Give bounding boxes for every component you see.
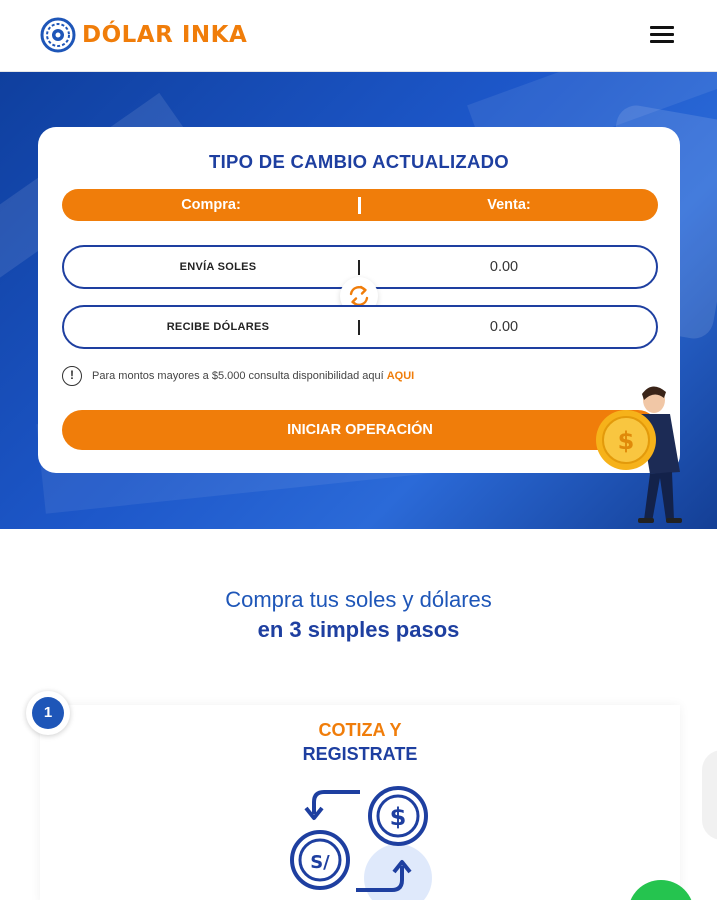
- exchange-rate-bar: [62, 189, 658, 221]
- step-number: 1: [32, 697, 64, 729]
- svg-text:$: $: [389, 803, 407, 831]
- start-operation-button[interactable]: INICIAR OPERACIÓN: [62, 410, 658, 450]
- field-separator: [358, 320, 360, 335]
- brand-logo[interactable]: [40, 17, 247, 53]
- svg-text:S/: S/: [310, 852, 330, 873]
- exchange-calculator-card: [38, 127, 680, 473]
- receive-amount-input[interactable]: [364, 311, 644, 343]
- brand-name: DÓLAR INKA: [82, 22, 248, 48]
- hamburger-menu-icon[interactable]: [648, 22, 676, 48]
- large-amount-note: [62, 364, 414, 388]
- steps-heading-line2: en 3 simples pasos: [257, 617, 460, 642]
- info-icon: !: [62, 366, 82, 386]
- note-link-aqui[interactable]: AQUI: [386, 370, 415, 382]
- logo-emblem-icon: [40, 17, 76, 53]
- send-amount-input[interactable]: [364, 251, 644, 283]
- buy-rate-label: Compra:: [181, 197, 241, 213]
- side-scroll-tab[interactable]: [702, 750, 717, 840]
- steps-heading-line1: Compra tus soles y dólares: [225, 587, 492, 612]
- currency-exchange-icon: [280, 780, 440, 900]
- note-text: Para montos mayores a $5.000 consulta disponibilidad aquí: [92, 370, 384, 382]
- step-title-line2: REGISTRATE: [302, 744, 418, 764]
- person-with-coin-illustration: [592, 382, 702, 529]
- receive-dollars-field: [62, 305, 658, 349]
- calculator-title: TIPO DE CAMBIO ACTUALIZADO: [208, 151, 509, 172]
- step-title-line1: COTIZA Y: [318, 720, 402, 740]
- hero-section: [0, 72, 717, 529]
- receive-dollars-label: RECIBE DÓLARES: [166, 321, 270, 333]
- svg-text:$: $: [617, 427, 635, 455]
- site-header: [0, 0, 717, 72]
- field-separator: [358, 260, 360, 275]
- steps-heading: [0, 587, 717, 643]
- send-soles-label: ENVÍA SOLES: [179, 261, 257, 273]
- sell-rate-label: Venta:: [487, 197, 531, 213]
- step-title: [40, 718, 680, 766]
